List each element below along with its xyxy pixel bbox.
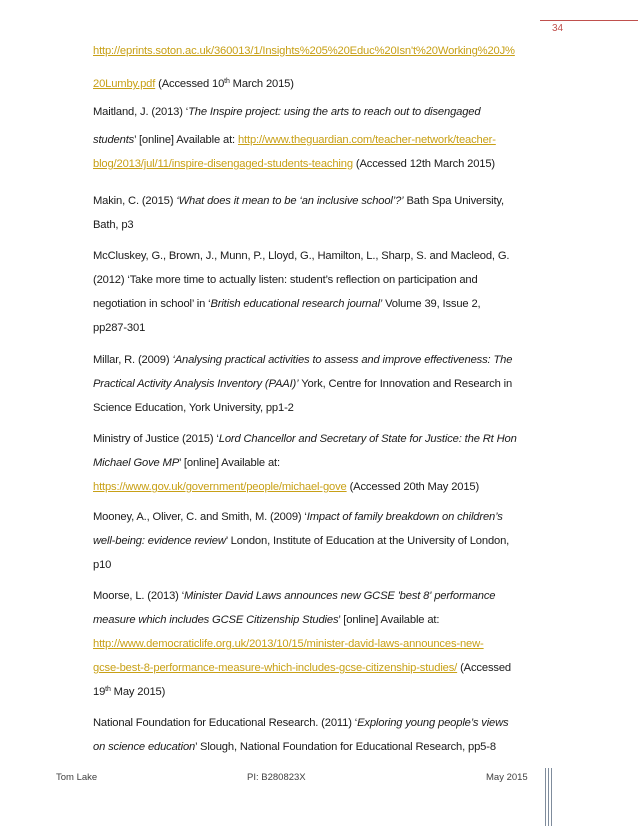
reference-text: p10	[93, 559, 112, 571]
footer-pi: PI: B280823X	[247, 772, 306, 783]
reference-line	[93, 377, 512, 391]
reference-title: ‘What does it mean to be ‘an inclusive school’?’	[176, 195, 404, 207]
reference-text: ’ [online] Available at:	[134, 134, 238, 146]
reference-title: measure which includes GCSE Citizenship Studies	[93, 614, 339, 626]
reference-link[interactable]: http://www.theguardian.com/teacher-network/teacher-	[237, 134, 496, 146]
reference-line	[93, 321, 145, 335]
reference-text: ’ [online] Available at:	[338, 614, 440, 626]
reference-line	[93, 353, 512, 367]
reference-text: Makin, C. (2015)	[93, 195, 177, 207]
reference-line	[93, 249, 509, 263]
reference-line	[93, 661, 511, 675]
reference-title: Practical Activity Analysis Inventory (PAAI)’	[93, 378, 299, 390]
reference-text: Moorse, L. (2013) ‘	[93, 590, 185, 602]
page-number-rule	[540, 20, 638, 21]
reference-title: ‘Analysing practical activities to assess and improve effectiveness: The	[172, 354, 513, 366]
reference-line	[93, 105, 480, 119]
reference-title: Lord Chancellor and Secretary of State for Justice: the Rt Hon	[218, 433, 517, 445]
reference-text: ’ Slough, National Foundation for Educational Research, pp5-8	[195, 741, 496, 753]
reference-link[interactable]: blog/2013/jul/11/inspire-disengaged-students-teaching	[93, 158, 353, 170]
page-number: 34	[552, 23, 564, 34]
reference-line	[93, 740, 496, 754]
reference-title: Exploring young people’s views	[357, 717, 509, 729]
reference-text: (Accessed	[457, 662, 511, 674]
footer-author: Tom Lake	[56, 772, 98, 783]
reference-text: Bath Spa University,	[403, 195, 504, 207]
reference-line	[93, 157, 495, 171]
reference-line	[93, 613, 439, 627]
reference-text: ’ [online] Available at:	[179, 457, 280, 469]
reference-title: Michael Gove MP	[93, 457, 180, 469]
reference-line	[93, 133, 496, 147]
reference-title: Minister David Laws announces new GCSE 'best 8' performance	[184, 590, 496, 602]
reference-line	[93, 44, 515, 58]
reference-line	[93, 685, 165, 699]
reference-line	[93, 558, 111, 572]
reference-link[interactable]: https://www.gov.uk/government/people/michael-gove	[93, 481, 347, 493]
reference-line	[93, 77, 294, 91]
reference-line	[93, 297, 481, 311]
reference-link[interactable]: 20Lumby.pdf	[93, 78, 156, 90]
reference-title: on science education	[93, 741, 196, 753]
reference-link[interactable]: http://www.democraticlife.org.uk/2013/10/15/minister-david-laws-announces-new-	[93, 638, 484, 650]
reference-text: McCluskey, G., Brown, J., Munn, P., Lloyd, G., Hamilton, L., Sharp, S. and Macleod, G.	[93, 250, 510, 262]
reference-text: 19	[93, 686, 106, 698]
reference-text: York, Centre for Innovation and Research in	[298, 378, 513, 390]
reference-line	[93, 456, 280, 470]
reference-text: May 2015)	[110, 686, 166, 698]
reference-text: Bath, p3	[93, 219, 134, 231]
reference-line	[93, 218, 133, 232]
reference-link[interactable]: http://eprints.soton.ac.uk/360013/1/Insights%205%20Educ%20Isn't%20Working%20J%	[93, 45, 515, 57]
reference-line	[93, 480, 479, 494]
ordinal-suffix: th	[105, 686, 111, 693]
reference-title: British educational research journal’	[210, 298, 383, 310]
reference-line	[93, 194, 504, 208]
footer-divider	[545, 768, 546, 826]
reference-text: Millar, R. (2009)	[93, 354, 173, 366]
reference-text: National Foundation for Educational Research. (2011) ‘	[93, 717, 358, 729]
footer-divider	[548, 768, 549, 826]
footer-date: May 2015	[486, 772, 528, 783]
reference-link[interactable]: gcse-best-8-performance-measure-which-includes-gcse-citizenship-studies/	[93, 662, 458, 674]
reference-text: pp287-301	[93, 322, 146, 334]
reference-line	[93, 401, 294, 415]
reference-text: (Accessed 20th May 2015)	[346, 481, 480, 493]
reference-line	[93, 637, 484, 651]
reference-line	[93, 432, 517, 446]
reference-line	[93, 534, 509, 548]
reference-line	[93, 273, 478, 287]
reference-text: Science Education, York University, pp1-2	[93, 402, 294, 414]
reference-line	[93, 510, 503, 524]
reference-text: Mooney, A., Oliver, C. and Smith, M. (2009) ‘	[93, 511, 307, 523]
footer-divider	[551, 768, 552, 826]
reference-text: Volume 39, Issue 2,	[382, 298, 481, 310]
reference-line	[93, 716, 509, 730]
reference-text: Maitland, J. (2013) ‘	[93, 106, 189, 118]
reference-text: negotiation in school’ in ‘	[93, 298, 211, 310]
reference-title: Impact of family breakdown on children’s	[306, 511, 503, 523]
reference-text: Ministry of Justice (2015) ‘	[93, 433, 219, 445]
reference-line	[93, 589, 495, 603]
reference-text: (Accessed 10	[155, 78, 225, 90]
reference-title: students	[93, 134, 135, 146]
reference-text: (Accessed 12th March 2015)	[352, 158, 495, 170]
reference-text: ’ London, Institute of Education at the University of London,	[225, 535, 510, 547]
reference-title: The Inspire project: using the arts to reach out to disengaged	[188, 106, 481, 118]
reference-title: well-being: evidence review	[93, 535, 226, 547]
reference-text: March 2015)	[229, 78, 294, 90]
ordinal-suffix: th	[224, 78, 230, 85]
reference-text: (2012) ‘Take more time to actually listen: student’s reflection on participation and	[93, 274, 478, 286]
